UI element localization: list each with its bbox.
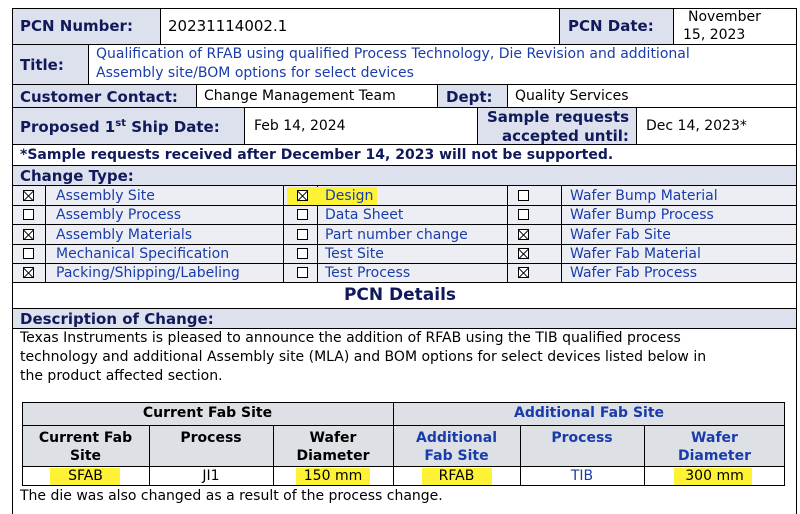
col-current-wafer: Wafer Diameter [296,430,370,464]
col-additional-fab-site: Additional Fab Site [416,430,497,464]
dept-label: Dept: [446,88,493,106]
assembly-site-checkbox[interactable] [23,190,34,201]
assembly-process-checkbox[interactable] [23,209,34,220]
ship-date-label: Proposed 1st Ship Date: [20,118,220,136]
sample-label-line1: Sample requests [487,108,630,126]
additional-diameter-value: 300 mm [685,468,744,484]
data-sheet-checkbox[interactable] [297,209,308,220]
notice: *Sample requests received after December 14, 2023 will not be supported. [20,147,614,163]
additional-site-value: RFAB [438,468,475,484]
change-type-data-sheet: Data Sheet [325,207,404,223]
customer-contact-label: Customer Contact: [20,88,178,106]
change-type-assembly-process: Assembly Process [56,207,182,223]
dept: Quality Services [515,88,629,104]
current-diameter-value: 150 mm [303,468,363,484]
change-type-label: Change Type: [20,167,134,185]
mechanical-spec-checkbox[interactable] [23,248,34,259]
sample-label-line2: accepted until: [502,127,629,145]
change-type-part-number: Part number change [325,227,468,243]
wafer-fab-material-checkbox[interactable] [518,248,529,259]
col-current-fab-site: Current Fab Site [38,430,133,464]
part-number-checkbox[interactable] [297,229,308,240]
title-label: Title: [20,56,64,74]
test-site-checkbox[interactable] [297,248,308,259]
change-type-mechanical-spec: Mechanical Specification [56,246,230,262]
change-type-wafer-fab-material: Wafer Fab Material [570,246,701,262]
description-line3: the product affected section. [20,368,223,384]
pcn-date-line2: 15, 2023 [683,27,746,43]
wafer-bump-material-checkbox[interactable] [518,190,529,201]
change-type-wafer-bump-material: Wafer Bump Material [570,188,718,204]
change-type-design: Design [325,188,374,204]
col-current-process: Process [180,430,242,446]
sample-date: Dec 14, 2023* [646,118,747,134]
packing-checkbox[interactable] [23,267,34,278]
col-additional-wafer: Wafer Diameter [677,430,752,464]
pcn-date-label: PCN Date: [568,17,654,35]
footer-note: The die was also changed as a result of the process change. [20,488,443,504]
wafer-bump-process-checkbox[interactable] [518,209,529,220]
change-type-test-process: Test Process [325,265,411,281]
current-site-value: SFAB [68,468,103,484]
change-type-packing: Packing/Shipping/Labeling [56,265,240,281]
wafer-fab-site-checkbox[interactable] [518,229,529,240]
title-line2: Assembly site/BOM options for select devices [96,65,414,81]
description-line2: technology and additional Assembly site (MLA) and BOM options for select devices listed below in [20,349,707,365]
change-type-wafer-fab-site: Wafer Fab Site [570,227,671,243]
assembly-materials-checkbox[interactable] [23,229,34,240]
test-process-checkbox[interactable] [297,267,308,278]
description-label: Description of Change: [20,310,214,328]
pcn-details-heading: PCN Details [343,285,457,305]
current-fab-site-group: Current Fab Site [142,405,273,421]
change-type-assembly-materials: Assembly Materials [56,227,193,243]
ship-date: Feb 14, 2024 [254,118,346,134]
customer-contact: Change Management Team [204,88,396,104]
description-line1: Texas Instruments is pleased to announce the addition of RFAB using the TIB qualified process [20,330,681,346]
col-additional-process: Process [551,430,613,446]
title-line1: Qualification of RFAB using qualified Process Technology, Die Revision and additional [96,46,690,62]
change-type-wafer-bump-process: Wafer Bump Process [570,207,714,223]
pcn-number: 20231114002.1 [168,17,288,35]
additional-fab-site-group: Additional Fab Site [513,405,665,421]
current-process-value: JI1 [202,468,220,484]
pcn-date-line1: November [688,9,761,25]
change-type-wafer-fab-process: Wafer Fab Process [570,265,698,281]
change-type-test-site: Test Site [325,246,384,262]
wafer-fab-process-checkbox[interactable] [518,267,529,278]
design-checkbox[interactable] [297,190,308,201]
pcn-number-label: PCN Number: [20,17,133,35]
change-type-assembly-site: Assembly Site [56,188,155,204]
additional-process-value: TIB [570,468,594,484]
